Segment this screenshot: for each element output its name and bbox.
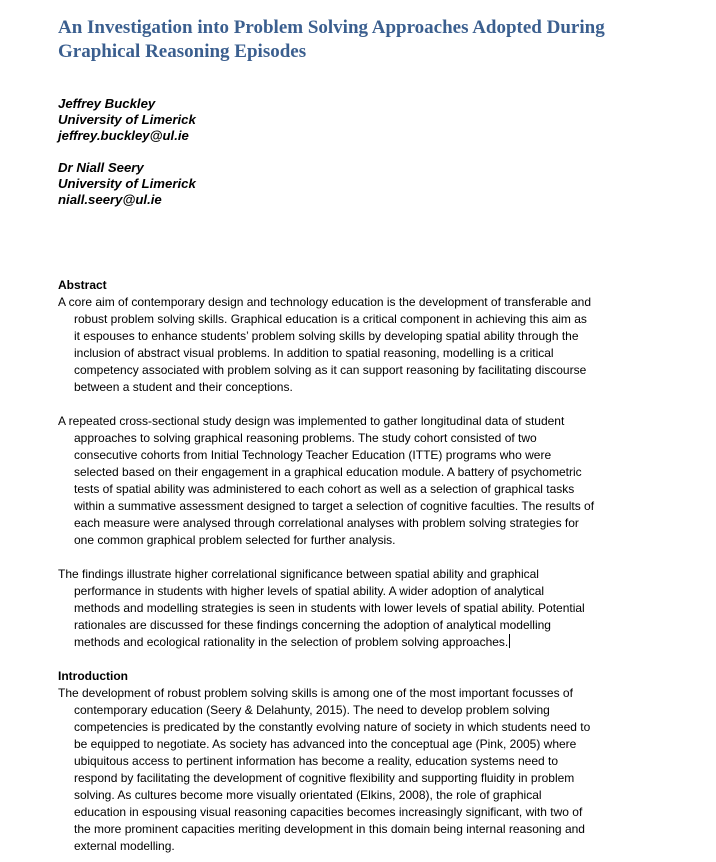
text-cursor [509,634,510,648]
text-line: it espouses to enhance students’ problem solving skills by developing spatial ability through the [74,329,579,343]
text-line: be equipped to negotiate. As society has advanced into the conceptual age (Pink, 2005) where [74,737,577,751]
text-line: The findings illustrate higher correlational significance between spatial ability and graphical [58,567,539,581]
text-line: robust problem solving skills. Graphical education is a critical component in achieving this aim as [74,312,587,326]
text-line: consecutive cohorts from Initial Technology Teacher Education (ITTE) programs who were [74,448,552,462]
text-line: one common graphical problem selected for further analysis. [74,533,396,547]
abstract-paragraph [58,294,698,396]
author-name: Jeffrey Buckley [58,96,156,111]
text-line: The development of robust problem solving skills is among one of the most important focusses of [58,686,573,700]
text-line: methods and modelling strategies is seen in students with lower levels of spatial ability. Potential [74,601,585,615]
text-line: approaches to solving graphical reasoning problems. The study cohort consisted of two [74,431,537,445]
title-line: An Investigation into Problem Solving Approaches Adopted During [58,17,605,38]
paper-title [58,16,698,64]
abstract-heading: Abstract [58,278,107,292]
author-block [58,96,196,144]
text-line: ubiquitous access to pertinent information has become a reality, education systems need to [74,754,559,768]
text-line: education in espousing visual reasoning capacities becomes increasingly significant, with two of [74,805,583,819]
author-email: jeffrey.buckley@ul.ie [58,128,189,143]
text-line: tests of spatial ability was administered to each cohort as well as a selection of graphical tasks [74,482,575,496]
author-block [58,160,196,208]
text-line-content: methods and ecological rationality in the selection of problem solving approaches. [74,635,509,649]
author-affiliation: University of Limerick [58,112,196,127]
text-line: contemporary education (Seery & Delahunty, 2015). The need to develop problem solving [74,703,550,717]
title-line: Graphical Reasoning Episodes [58,41,307,62]
introduction-heading: Introduction [58,669,128,683]
abstract-paragraph [58,566,698,651]
text-line: A repeated cross-sectional study design was implemented to gather longitudinal data of student [58,414,565,428]
text-line [58,634,698,651]
text-line: competency associated with problem solving as it can support reasoning by facilitating discourse [74,363,587,377]
text-line: each measure were analysed through correlational analyses with problem solving strategies for [74,516,579,530]
text-line: performance in students with higher levels of spatial ability. A wider adoption of analytical [74,584,545,598]
text-line: between a student and their conceptions. [74,380,293,394]
abstract-paragraph [58,413,698,549]
text-line: respond by facilitating the development of cognitive flexibility and supporting fluidity in problem [74,771,575,785]
text-line: rationales are discussed for these findings concerning the adoption of analytical modelling [74,618,551,632]
text-line: within a summative assessment designed to target a selection of cognitive faculties. The results of [74,499,595,513]
author-email: niall.seery@ul.ie [58,192,162,207]
text-line: selected based on their engagement in a graphical education module. A battery of psychometric [74,465,582,479]
text-line: solving. As cultures become more visually orientated (Elkins, 2008), the role of graphical [74,788,542,802]
text-line: competencies is predicated by the constantly evolving nature of society in which students need to [74,720,591,734]
author-affiliation: University of Limerick [58,176,196,191]
text-line: inclusion of abstract visual problems. In addition to spatial reasoning, modelling is a critical [74,346,554,360]
text-line: external modelling. [74,839,175,853]
author-name: Dr Niall Seery [58,160,144,175]
introduction-paragraph [58,685,698,855]
text-line: A core aim of contemporary design and technology education is the development of transferable and [58,295,591,309]
text-line: the more prominent capacities meriting development in this domain being internal reasoning and [74,822,585,836]
